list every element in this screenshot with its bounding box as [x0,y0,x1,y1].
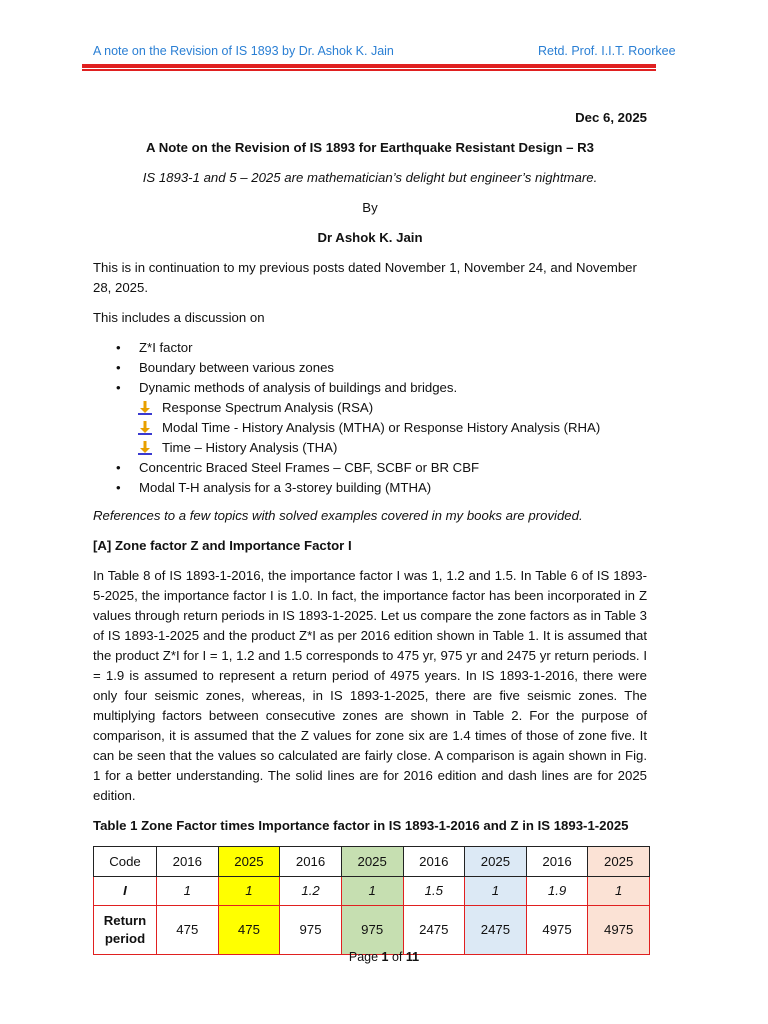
table-cell: 1 [341,877,403,906]
table-cell: 2475 [465,906,527,955]
document-body [93,108,647,955]
table-cell-label: Return [103,913,147,928]
document-subtitle: IS 1893-1 and 5 – 2025 are mathematician’s delight but engineer’s nightmare. [142,170,598,185]
list-item: • Boundary between various zones [93,358,647,378]
includes-paragraph: This includes a discussion on [93,310,265,325]
table-cell: 475 [218,906,280,955]
table-cell: 1.9 [526,877,588,906]
table-cell: 475 [157,906,219,955]
table-cell [94,906,157,955]
table-row [94,847,650,877]
arrow-bullet-icon [138,441,152,455]
sub-list-item-label: Modal Time - History Analysis (MTHA) or Response History Analysis (RHA) [162,420,601,435]
table-cell: I [94,877,157,906]
table-cell: 2016 [403,847,465,877]
table-row [94,906,650,955]
list-item-label: Dynamic methods of analysis of buildings and bridges. [139,380,458,395]
table-cell: 1 [465,877,527,906]
header-rule-thick [82,64,656,68]
section-heading: [A] Zone factor Z and Importance Factor I [93,538,352,553]
table-cell: 4975 [526,906,588,955]
sub-list-item-label: Response Spectrum Analysis (RSA) [162,400,374,415]
table-cell: 2016 [280,847,342,877]
header-right-text: Retd. Prof. I.I.T. Roorkee [538,44,676,58]
table-cell: Code [94,847,157,877]
section-paragraph: In Table 8 of IS 1893-1-2016, the importance factor I was 1, 1.2 and 1.5. In Table 6 of IS 1893-5-2025, the importance factor I is 1.0. In fact, the importance factor has been incorporated in Z values through return periods in IS 1893-1-2025. Let us compare the zone factors as in Table 3 of IS 1893-1-2025 and the product Z*I as per 2016 edition shown in Table 1. It is assumed that the product Z*I for I = 1, 1.2 and 1.5 corresponds to 475 yr, 975 yr and 2475 yr return periods. I = 1.9 is assumed to represent a return period of 4975 years. In IS 1893-1-2016, there were only four seismic zones, whereas, in IS 1893-1-2025, there are five seismic zones. The multiplying factors between consecutive zones are shown in Table 2. For the purpose of comparison, it is assumed that the Z values for zone six are 1.4 times of those of zone five. It can be seen that the values so calculated are fairly close. A comparison is again shown in Fig. 1 for a better understanding. The solid lines are for 2016 edition and dash lines are for 2025 edition. [93,568,647,803]
table-cell: 1.5 [403,877,465,906]
table-cell: 2025 [218,847,280,877]
zone-factor-table [93,846,650,955]
footer-of-word: of [391,950,403,964]
table-cell-label: period [104,931,146,946]
table-cell: 2025 [588,847,650,877]
table-cell: 975 [341,906,403,955]
list-item: • Z*I factor [93,338,647,358]
list-item: • Concentric Braced Steel Frames – CBF, SCBF or BR CBF [93,458,647,478]
table-cell: 2025 [341,847,403,877]
header-left-text: A note on the Revision of IS 1893 by Dr. Ashok K. Jain [93,44,394,58]
footer-page-word: Page [348,950,379,964]
intro-paragraph: This is in continuation to my previous posts dated November 1, November 24, and November 28, 2025. [93,260,637,295]
document-title: A Note on the Revision of IS 1893 for Earthquake Resistant Design – R3 [146,140,594,155]
byline-label: By [362,200,378,215]
table-caption: Table 1 Zone Factor times Importance factor in IS 1893-1-2016 and Z in IS 1893-1-2025 [93,818,629,833]
table-cell: 1 [588,877,650,906]
sub-list-item [93,398,647,418]
table-cell: 1.2 [280,877,342,906]
topics-list [93,338,647,498]
footer-page-total: 11 [405,950,420,964]
footer-page-number: 1 [381,950,389,964]
table-cell: 2025 [465,847,527,877]
table-cell: 1 [218,877,280,906]
references-note: References to a few topics with solved examples covered in my books are provided. [93,508,583,523]
sub-list-item [93,438,647,458]
table-cell: 1 [157,877,219,906]
analysis-methods-sublist [93,398,647,458]
table-cell: 975 [280,906,342,955]
page-footer [0,950,768,964]
table-row [94,877,650,906]
list-item: • Modal T-H analysis for a 3-storey building (MTHA) [93,478,647,498]
arrow-bullet-icon [138,401,152,415]
list-item [93,378,647,458]
table-cell: 2016 [157,847,219,877]
sub-list-item-label: Time – History Analysis (THA) [162,440,338,455]
table-cell: 4975 [588,906,650,955]
author-name: Dr Ashok K. Jain [317,230,423,245]
document-date: Dec 6, 2025 [575,110,647,125]
sub-list-item [93,418,647,438]
table-cell: 2475 [403,906,465,955]
header-rule-thin [82,69,656,71]
arrow-bullet-icon [138,421,152,435]
table-cell: 2016 [526,847,588,877]
